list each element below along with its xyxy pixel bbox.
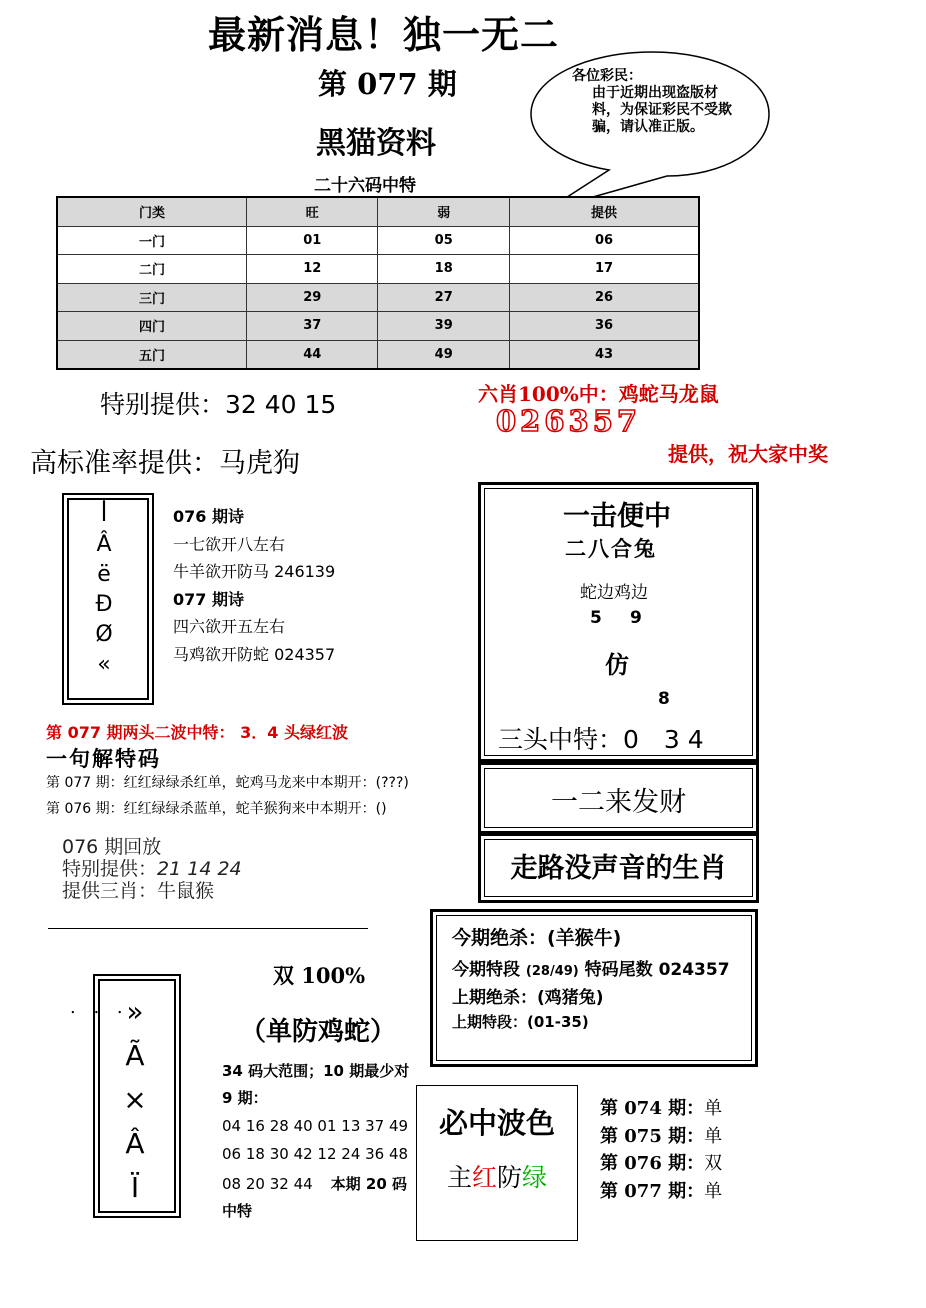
poem-line: 077 期诗 (173, 589, 244, 609)
wave-main: 主 (446, 1163, 472, 1192)
table-cell: 27 (378, 283, 509, 312)
dots: . . . (70, 997, 129, 1018)
glyph: ë (97, 562, 111, 587)
table-row (57, 340, 699, 369)
table-header: 弱 (378, 197, 509, 226)
big-numbers: 026357 (496, 404, 642, 438)
table-cell: 06 (509, 226, 699, 255)
glyph: Ø (95, 622, 113, 647)
table-cell: 26 (509, 283, 699, 312)
review-special-value: 21 14 24 (157, 858, 242, 880)
history-list (600, 1095, 722, 1205)
wave-green: 绿 (522, 1163, 548, 1192)
kill-line-part: 今期特段 (452, 960, 520, 980)
headline: 最新消息！独一无二 (208, 12, 560, 57)
kill-line: 今期绝杀：(羊猴牛) (452, 927, 622, 949)
riddle-title: 一句解特码 (46, 746, 161, 771)
glyph: Â (125, 1127, 145, 1160)
table-cell: 05 (378, 226, 509, 255)
table-row (57, 255, 699, 284)
hit-box-line: 二八合兔 (565, 536, 657, 561)
glyph: Ã (125, 1039, 145, 1072)
hit-box-char: 仿 (605, 650, 629, 679)
kill-line: 上期特段：(01-35) (452, 1013, 589, 1031)
glyph: Ð (95, 592, 113, 617)
hit-box-title: 一击便中 (563, 501, 671, 532)
double-line: 双 100% (273, 963, 366, 988)
bottom-glyphs (110, 990, 160, 1210)
numbers-row: 04 16 28 40 01 13 37 49 (222, 1117, 409, 1135)
range-line: 9 期： (222, 1089, 268, 1107)
poem-glyphs (84, 500, 124, 680)
table-cell: 49 (378, 340, 509, 369)
numbers-row (222, 1173, 407, 1194)
glyph: × (123, 1083, 147, 1116)
poem-line: 一七欲开八左右 (173, 534, 286, 554)
history-item (600, 1150, 722, 1178)
history-label: 第 074 期： (600, 1098, 705, 1119)
table-cell: 39 (378, 312, 509, 341)
fortune-text: 一二来发财 (551, 787, 686, 818)
hit-box-number: 9 (630, 608, 642, 628)
high-rate-offer: 高标准率提供：马虎狗 (30, 448, 300, 479)
table-cell: 36 (509, 312, 699, 341)
glyph: ꟾ (100, 502, 108, 527)
table-cell: 43 (509, 340, 699, 369)
glyph: « (97, 652, 111, 677)
six-zodiac: 六肖100%中：鸡蛇马龙鼠 (478, 382, 719, 406)
three-heads: 三头中特：0 3 4 (498, 725, 704, 754)
history-value: 单 (704, 1125, 723, 1147)
table-cell: 二门 (57, 255, 247, 284)
table-cell: 三门 (57, 283, 247, 312)
review-block (62, 836, 242, 902)
table-cell: 01 (247, 226, 378, 255)
poem-lines (173, 503, 335, 668)
table-row (57, 226, 699, 255)
bubble-message: 由于近期出现盗版材料，为保证彩民不受欺骗，请认准正版。 (592, 85, 732, 135)
kill-lines (452, 923, 730, 1037)
two-heads-line: 第 077 期两头二波中特： 3．4 头绿红波 (46, 723, 348, 742)
table-cell: 五门 (57, 340, 247, 369)
issue-number: 第 077 期 (318, 67, 457, 101)
wave-guard: 防 (497, 1163, 523, 1192)
wish-text: 提供，祝大家中奖 (668, 442, 828, 466)
glyph: Ï (130, 1171, 140, 1204)
hit-box-number: 8 (658, 689, 670, 709)
kill-line-part: 特码尾数 024357 (584, 960, 730, 980)
poem-line: 马鸡欲开防蛇 024357 (173, 644, 336, 664)
table-cell: 12 (247, 255, 378, 284)
table-header: 门类 (57, 197, 247, 226)
range-line: 34 码大范围；10 期最少对 (222, 1062, 410, 1080)
divider (48, 928, 368, 929)
numbers-row-values: 08 20 32 44 (222, 1175, 313, 1193)
table-cell: 18 (378, 255, 509, 284)
review-title: 076 期回放 (62, 836, 162, 858)
number-table (56, 196, 700, 370)
bubble-greeting: 各位彩民： (572, 68, 642, 84)
table-header: 旺 (247, 197, 378, 226)
kill-line (452, 955, 730, 983)
table-cell: 44 (247, 340, 378, 369)
numbers-row: 中特 (222, 1202, 253, 1220)
history-item (600, 1178, 722, 1206)
history-label: 第 077 期： (600, 1180, 705, 1202)
poem-line: 四六欲开五左右 (173, 617, 286, 636)
review-three: 提供三肖：牛鼠猴 (62, 880, 215, 902)
brand-title: 黑猫资料 (316, 126, 436, 161)
history-value: 单 (704, 1098, 723, 1119)
wave-title: 必中波色 (438, 1106, 555, 1140)
table-cell: 一门 (57, 226, 247, 255)
table-row (57, 312, 699, 341)
kill-line-part: (28/49) (525, 964, 579, 979)
history-value: 双 (704, 1153, 723, 1174)
riddle-line: 第 077 期：红红绿绿杀红单，蛇鸡马龙来中本期开：(???) (46, 775, 409, 791)
history-label: 第 075 期： (600, 1125, 705, 1147)
silent-zodiac-text: 走路没声音的生肖 (510, 853, 727, 884)
review-special-label: 特别提供： (62, 858, 158, 880)
table-cell: 四门 (57, 312, 247, 341)
poem-line: 牛羊欲开防马 246139 (173, 562, 336, 581)
numbers-row-note: 本期 20 码 (330, 1175, 407, 1193)
history-item (600, 1123, 722, 1151)
table-cell: 37 (247, 312, 378, 341)
table-header: 提供 (509, 197, 699, 226)
poem-line: 076 期诗 (173, 507, 244, 526)
table-cell: 17 (509, 255, 699, 284)
riddle-line: 第 076 期：红红绿绿杀蓝单，蛇羊猴狗来中本期开：() (46, 801, 387, 817)
history-item (600, 1095, 722, 1123)
kill-line: 上期绝杀：(鸡猪兔) (452, 988, 604, 1008)
glyph: » (126, 995, 144, 1028)
guard-line: （单防鸡蛇） (240, 1017, 397, 1047)
table-row (57, 283, 699, 312)
glyph: Â (96, 532, 112, 557)
history-label: 第 076 期： (600, 1153, 705, 1174)
numbers-row: 06 18 30 42 12 24 36 48 (222, 1145, 409, 1163)
hit-box-number: 5 (590, 608, 602, 628)
table-cell: 29 (247, 283, 378, 312)
bubble-text (572, 68, 732, 148)
table-header-row (57, 197, 699, 226)
wave-red: 红 (471, 1163, 497, 1192)
table-subtitle: 二十六码中特 (314, 176, 416, 196)
wave-sub (416, 1158, 578, 1194)
hit-box-line: 蛇边鸡边 (580, 583, 648, 603)
special-offer: 特别提供：32 40 15 (100, 390, 337, 419)
review-special (62, 858, 242, 880)
history-value: 单 (704, 1180, 723, 1202)
